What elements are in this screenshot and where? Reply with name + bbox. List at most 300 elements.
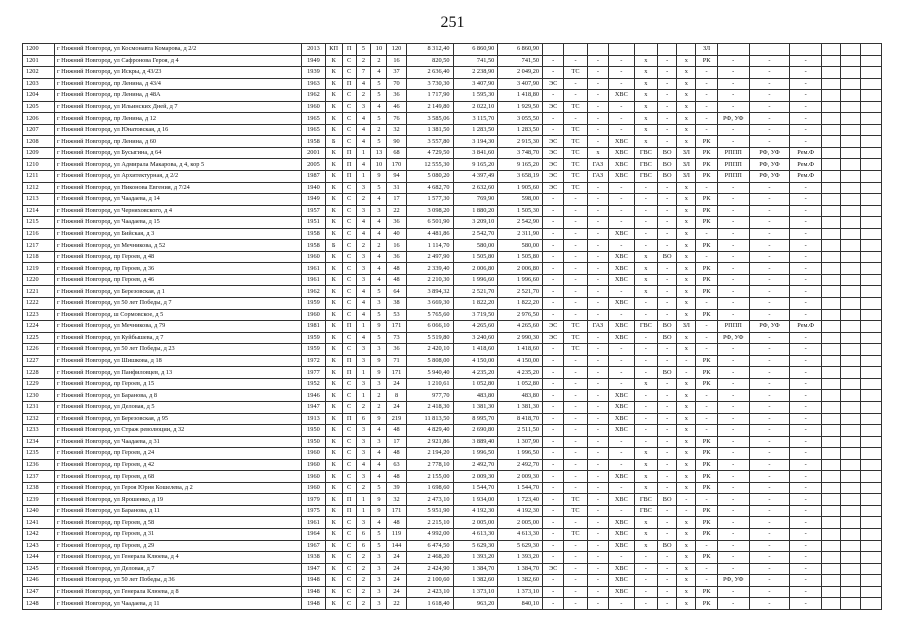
table-cell: - — [658, 205, 677, 217]
address-cell: г Нижний Новгород, ул Страж революции, д 32 — [54, 425, 301, 437]
table-cell: 1979 — [302, 494, 325, 506]
table-cell: 3 894,32 — [406, 286, 453, 298]
table-cell: 2 — [356, 552, 371, 564]
table-cell: 4 235,20 — [453, 367, 498, 379]
table-cell: - — [790, 90, 822, 102]
table-cell — [860, 194, 882, 206]
table-cell — [860, 55, 882, 67]
row-number-cell: 1219 — [23, 263, 55, 275]
table-cell: - — [634, 217, 657, 229]
table-cell: С — [342, 471, 356, 483]
table-cell: 1962 — [302, 286, 325, 298]
table-cell — [860, 401, 882, 413]
table-cell: 1 373,10 — [453, 586, 498, 598]
table-row — [23, 263, 882, 275]
table-cell: 4 — [371, 67, 387, 79]
table-cell: РК — [696, 217, 717, 229]
table-cell: ГВС — [634, 494, 657, 506]
table-cell: 4 — [356, 217, 371, 229]
table-row — [23, 528, 882, 540]
table-cell: 820,50 — [406, 55, 453, 67]
table-cell: х — [677, 113, 696, 125]
table-cell: - — [609, 378, 635, 390]
table-cell: - — [749, 436, 789, 448]
table-cell: х — [677, 390, 696, 402]
table-row — [23, 55, 882, 67]
table-cell: 2 420,10 — [406, 344, 453, 356]
row-number-cell: 1223 — [23, 309, 55, 321]
table-cell: 68 — [387, 147, 406, 159]
table-cell: 1957 — [302, 205, 325, 217]
table-cell — [841, 228, 860, 240]
table-cell: - — [658, 425, 677, 437]
table-cell: 5 765,60 — [406, 309, 453, 321]
table-cell: - — [587, 471, 608, 483]
table-cell: - — [564, 482, 587, 494]
table-cell: - — [790, 251, 822, 263]
table-cell — [841, 263, 860, 275]
table-cell: 2 155,00 — [406, 471, 453, 483]
table-cell — [841, 286, 860, 298]
table-cell: - — [658, 552, 677, 564]
table-cell — [841, 471, 860, 483]
row-number-cell: 1220 — [23, 274, 55, 286]
table-cell: - — [587, 494, 608, 506]
table-cell: 17 — [387, 194, 406, 206]
table-cell: - — [543, 194, 564, 206]
table-cell: - — [658, 390, 677, 402]
table-cell: - — [658, 263, 677, 275]
table-cell: - — [749, 528, 789, 540]
table-cell: 1958 — [302, 228, 325, 240]
table-cell — [841, 505, 860, 517]
table-cell: - — [658, 113, 677, 125]
row-number-cell: 1244 — [23, 552, 55, 564]
table-cell: х — [634, 251, 657, 263]
table-cell: - — [749, 286, 789, 298]
table-cell: - — [609, 598, 635, 610]
table-cell: 1 393,20 — [498, 552, 543, 564]
table-cell: К — [325, 401, 342, 413]
table-cell — [658, 44, 677, 56]
address-cell: г Нижний Новгород, ул Шишкова, д 18 — [54, 355, 301, 367]
table-cell: 4 613,30 — [498, 528, 543, 540]
table-cell: - — [658, 448, 677, 460]
table-cell — [841, 194, 860, 206]
table-cell: - — [564, 598, 587, 610]
address-cell: г Нижний Новгород, пр Героев, д 42 — [54, 459, 301, 471]
row-number-cell: 1246 — [23, 575, 55, 587]
table-cell: П — [342, 505, 356, 517]
table-row — [23, 171, 882, 183]
table-cell: - — [543, 240, 564, 252]
table-cell: ВО — [658, 367, 677, 379]
address-cell: г Нижний Новгород, ул Баранова, д 11 — [54, 505, 301, 517]
table-cell — [841, 494, 860, 506]
table-cell: ВО — [658, 321, 677, 333]
table-cell: - — [749, 390, 789, 402]
table-cell: 2 542,90 — [498, 217, 543, 229]
table-cell: 22 — [387, 598, 406, 610]
table-cell: С — [342, 205, 356, 217]
table-cell: 24 — [387, 401, 406, 413]
table-cell: - — [634, 240, 657, 252]
table-cell: 1 618,40 — [406, 598, 453, 610]
table-cell: С — [342, 459, 356, 471]
table-cell: РК — [696, 459, 717, 471]
table-cell — [841, 113, 860, 125]
table-cell: К — [325, 344, 342, 356]
table-cell: - — [564, 459, 587, 471]
table-cell: - — [564, 355, 587, 367]
table-cell: 36 — [387, 90, 406, 102]
table-cell: РК — [696, 194, 717, 206]
table-cell — [822, 44, 841, 56]
table-cell: - — [587, 67, 608, 79]
table-cell: П — [342, 494, 356, 506]
table-cell: - — [609, 436, 635, 448]
table-cell — [841, 274, 860, 286]
table-row — [23, 540, 882, 552]
address-cell: г Нижний Новгород, пр Героев, д 48 — [54, 251, 301, 263]
table-cell: - — [609, 367, 635, 379]
table-cell: 4 — [371, 517, 387, 529]
table-cell: - — [717, 586, 749, 598]
table-cell — [860, 251, 882, 263]
table-cell: К — [325, 355, 342, 367]
table-cell: К — [325, 124, 342, 136]
table-cell — [841, 78, 860, 90]
table-cell: - — [587, 367, 608, 379]
row-number-cell: 1203 — [23, 78, 55, 90]
table-cell: - — [634, 552, 657, 564]
table-cell: - — [543, 436, 564, 448]
table-cell: РК — [696, 505, 717, 517]
table-cell: 2 473,10 — [406, 494, 453, 506]
table-row — [23, 205, 882, 217]
table-cell: - — [790, 113, 822, 125]
row-number-cell: 1242 — [23, 528, 55, 540]
table-cell: 1960 — [302, 101, 325, 113]
address-cell: г Нижний Новгород, пр Героев, д 68 — [54, 471, 301, 483]
table-cell: - — [790, 217, 822, 229]
table-cell — [860, 378, 882, 390]
table-cell: К — [325, 598, 342, 610]
table-cell: - — [658, 101, 677, 113]
address-cell: г Нижний Новгород, пр Героев, д 24 — [54, 448, 301, 460]
table-cell: - — [658, 55, 677, 67]
table-cell: - — [790, 240, 822, 252]
table-cell: - — [790, 563, 822, 575]
table-cell: - — [790, 448, 822, 460]
table-cell: ГВС — [634, 171, 657, 183]
table-cell: ЭС — [543, 136, 564, 148]
table-cell: С — [342, 586, 356, 598]
table-cell: - — [749, 448, 789, 460]
table-cell: С — [342, 528, 356, 540]
table-cell: 2 339,40 — [406, 263, 453, 275]
table-cell: К — [325, 332, 342, 344]
table-cell: - — [790, 367, 822, 379]
table-cell: 48 — [387, 448, 406, 460]
table-cell: П — [342, 367, 356, 379]
table-cell: 1 929,50 — [498, 101, 543, 113]
table-cell: ЗЛ — [696, 44, 717, 56]
table-cell: - — [543, 598, 564, 610]
table-cell — [822, 136, 841, 148]
table-cell: С — [342, 436, 356, 448]
table-cell — [860, 298, 882, 310]
table-cell — [841, 378, 860, 390]
table-cell: 1 — [356, 171, 371, 183]
table-cell: - — [564, 471, 587, 483]
table-cell — [822, 494, 841, 506]
table-cell: 4 829,40 — [406, 425, 453, 437]
table-cell: К — [325, 482, 342, 494]
row-number-cell: 1221 — [23, 286, 55, 298]
table-cell: 1948 — [302, 598, 325, 610]
table-cell: 1958 — [302, 136, 325, 148]
table-cell: С — [342, 228, 356, 240]
table-cell: 3 407,90 — [498, 78, 543, 90]
table-cell: С — [342, 598, 356, 610]
table-cell: - — [543, 251, 564, 263]
table-cell: К — [325, 367, 342, 379]
table-cell: х — [677, 482, 696, 494]
table-cell: - — [658, 413, 677, 425]
table-cell: - — [564, 378, 587, 390]
table-cell: 2 — [371, 55, 387, 67]
table-cell — [841, 251, 860, 263]
table-cell: х — [634, 263, 657, 275]
table-cell: - — [658, 194, 677, 206]
table-cell: 8 312,40 — [406, 44, 453, 56]
table-cell: - — [564, 274, 587, 286]
table-cell: - — [658, 482, 677, 494]
table-cell: - — [543, 482, 564, 494]
table-cell: 3 — [356, 101, 371, 113]
table-cell — [841, 182, 860, 194]
table-cell: ТС — [564, 171, 587, 183]
row-number-cell: 1210 — [23, 159, 55, 171]
table-row — [23, 309, 882, 321]
row-number-cell: 1206 — [23, 113, 55, 125]
table-cell — [841, 171, 860, 183]
table-cell: 3 — [356, 205, 371, 217]
table-cell — [822, 413, 841, 425]
table-cell: С — [342, 390, 356, 402]
table-cell: 1958 — [302, 240, 325, 252]
table-cell — [822, 598, 841, 610]
table-cell: - — [717, 598, 749, 610]
table-cell — [822, 217, 841, 229]
table-row — [23, 471, 882, 483]
table-cell — [860, 101, 882, 113]
table-cell: 4 — [371, 448, 387, 460]
table-cell — [822, 321, 841, 333]
table-cell: - — [634, 425, 657, 437]
table-cell: - — [749, 425, 789, 437]
table-cell: - — [564, 240, 587, 252]
table-cell: 1 — [356, 367, 371, 379]
table-cell: - — [749, 401, 789, 413]
table-cell — [822, 355, 841, 367]
table-cell: 4 992,00 — [406, 528, 453, 540]
table-cell: - — [696, 228, 717, 240]
table-cell: 48 — [387, 471, 406, 483]
row-number-cell: 1202 — [23, 67, 55, 79]
table-cell: - — [790, 355, 822, 367]
table-cell — [841, 436, 860, 448]
table-cell: - — [696, 78, 717, 90]
table-cell: - — [790, 55, 822, 67]
table-cell: - — [749, 194, 789, 206]
table-cell: РК — [696, 367, 717, 379]
table-cell: 1977 — [302, 367, 325, 379]
table-cell: - — [658, 228, 677, 240]
table-cell: - — [587, 136, 608, 148]
table-cell — [841, 575, 860, 587]
table-cell: 2 511,50 — [498, 425, 543, 437]
table-cell: - — [609, 124, 635, 136]
table-cell — [860, 182, 882, 194]
table-cell: 2 915,30 — [498, 136, 543, 148]
table-cell: ТС — [564, 494, 587, 506]
table-cell: Рем.Ф — [790, 321, 822, 333]
table-cell: х — [677, 101, 696, 113]
table-cell: ЗЛ — [677, 147, 696, 159]
table-cell: 1 505,80 — [498, 251, 543, 263]
table-cell — [822, 367, 841, 379]
table-cell: 3 407,90 — [453, 78, 498, 90]
table-row — [23, 552, 882, 564]
address-cell: г Нижний Новгород, ул Архитектурная, д 2/2 — [54, 171, 301, 183]
table-cell: - — [749, 459, 789, 471]
table-cell: 1949 — [302, 194, 325, 206]
address-cell: г Нижний Новгород, ул Генерала Клюева, д 8 — [54, 586, 301, 598]
table-cell: 7 — [356, 67, 371, 79]
table-cell: 2 210,30 — [406, 274, 453, 286]
table-cell: ЗЛ — [677, 321, 696, 333]
row-number-cell: 1222 — [23, 298, 55, 310]
table-cell: - — [696, 182, 717, 194]
table-cell: - — [587, 355, 608, 367]
table-cell — [841, 425, 860, 437]
table-cell: 4 481,86 — [406, 228, 453, 240]
table-cell: 4 235,20 — [498, 367, 543, 379]
table-cell: 90 — [387, 136, 406, 148]
table-cell: - — [587, 552, 608, 564]
table-row — [23, 482, 882, 494]
table-cell: 1 723,40 — [498, 494, 543, 506]
table-cell: 1961 — [302, 263, 325, 275]
table-cell: 10 — [371, 44, 387, 56]
table-cell — [860, 459, 882, 471]
table-cell: 1 577,30 — [406, 194, 453, 206]
table-cell: 1960 — [302, 251, 325, 263]
table-cell — [860, 482, 882, 494]
table-cell: 48 — [387, 274, 406, 286]
table-cell: К — [325, 228, 342, 240]
table-cell: 1 418,80 — [498, 90, 543, 102]
table-cell: 2 990,30 — [498, 332, 543, 344]
table-cell: - — [717, 90, 749, 102]
table-cell: х — [677, 575, 696, 587]
table-cell: ХВС — [609, 90, 635, 102]
table-cell: - — [658, 90, 677, 102]
table-cell: 2 — [371, 401, 387, 413]
table-cell: 36 — [387, 251, 406, 263]
table-cell — [822, 482, 841, 494]
address-cell: г Нижний Новгород, ул Чаадаева, д 15 — [54, 217, 301, 229]
table-cell: С — [342, 552, 356, 564]
table-cell: 3 — [356, 378, 371, 390]
table-cell: 4 — [371, 274, 387, 286]
table-cell — [822, 401, 841, 413]
table-cell: - — [696, 298, 717, 310]
table-row — [23, 598, 882, 610]
table-cell — [860, 528, 882, 540]
table-cell — [841, 367, 860, 379]
table-cell: х — [677, 344, 696, 356]
table-cell — [841, 309, 860, 321]
table-cell: х — [677, 240, 696, 252]
table-cell: 1939 — [302, 67, 325, 79]
table-cell: - — [658, 217, 677, 229]
table-cell: х — [634, 55, 657, 67]
table-cell: 2 423,10 — [406, 586, 453, 598]
table-cell: 8 418,70 — [498, 413, 543, 425]
table-cell: - — [543, 55, 564, 67]
row-number-cell: 1228 — [23, 367, 55, 379]
table-cell: - — [717, 436, 749, 448]
table-cell — [841, 67, 860, 79]
table-cell: 1959 — [302, 298, 325, 310]
table-cell: РК — [696, 274, 717, 286]
table-cell: ВО — [658, 251, 677, 263]
table-cell: ХВС — [609, 274, 635, 286]
table-cell: 3 — [356, 471, 371, 483]
row-number-cell: 1214 — [23, 205, 55, 217]
table-cell: 3 — [371, 586, 387, 598]
table-cell: - — [717, 182, 749, 194]
table-cell: х — [634, 113, 657, 125]
table-cell — [822, 459, 841, 471]
row-number-cell: 1224 — [23, 321, 55, 333]
table-cell: ГВС — [634, 321, 657, 333]
table-cell: - — [790, 286, 822, 298]
table-cell: 1 307,90 — [498, 436, 543, 448]
table-cell: ГВС — [634, 159, 657, 171]
table-cell: 2 — [356, 194, 371, 206]
table-cell: - — [696, 494, 717, 506]
table-cell: 5 — [371, 113, 387, 125]
table-cell: 483,80 — [498, 390, 543, 402]
table-cell: ГАЗ — [587, 159, 608, 171]
table-cell: - — [749, 540, 789, 552]
table-cell: 3 — [356, 263, 371, 275]
table-cell — [860, 171, 882, 183]
table-cell: 3 — [356, 436, 371, 448]
table-cell: - — [587, 251, 608, 263]
address-cell: г Нижний Новгород, ул Героя Юрия Кошелева, д 2 — [54, 482, 301, 494]
table-cell: 1 — [356, 505, 371, 517]
table-cell: - — [790, 540, 822, 552]
address-cell: г Нижний Новгород, ул Березовская, д 95 — [54, 413, 301, 425]
table-cell — [822, 505, 841, 517]
table-cell: КП — [325, 44, 342, 56]
table-cell: - — [717, 425, 749, 437]
